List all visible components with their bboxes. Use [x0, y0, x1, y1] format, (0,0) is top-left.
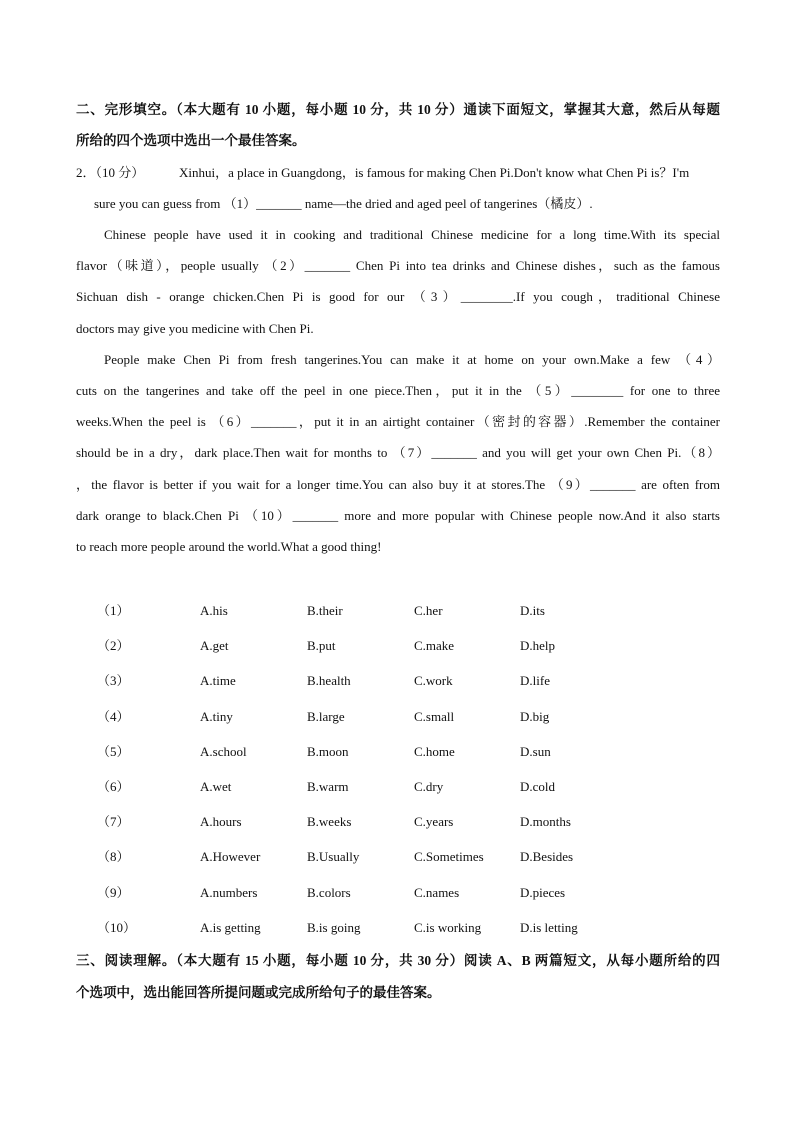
option-choice-d[interactable]: D.help: [520, 638, 556, 654]
passage-line-2: sure you can guess from （1）_______ name—the dried and aged peel of tangerines（橘皮）.: [94, 196, 593, 211]
passage-line-12: dark orange to black.Chen Pi （10）_______ more and more popular with Chinese people now.And it also starts: [76, 508, 720, 523]
passage-line-8: cuts on the tangerines and take off the peel in one piece.Then，put it in the （5）________ for one to three: [76, 383, 720, 398]
option-choice-a[interactable]: A.get: [200, 638, 229, 654]
option-choice-a[interactable]: A.hours: [200, 814, 242, 830]
option-choice-b[interactable]: B.Usually: [307, 849, 360, 865]
passage-line-4: flavor（味道），people usually （2）_______ Chen Pi into tea drinks and Chinese dishes，such as the famous: [76, 258, 720, 273]
option-choice-c[interactable]: C.Sometimes: [414, 849, 484, 865]
option-choice-a[interactable]: A.numbers: [200, 884, 258, 900]
option-choice-a[interactable]: A.However: [200, 849, 261, 865]
option-question-number: （4）: [97, 708, 130, 724]
option-choice-d[interactable]: D.cold: [520, 779, 556, 794]
option-choice-c[interactable]: C.make: [414, 638, 455, 654]
option-choice-d[interactable]: D.pieces: [520, 884, 566, 900]
option-choice-d[interactable]: D.sun: [520, 743, 551, 759]
passage-line-5: Sichuan dish - orange chicken.Chen Pi is good for our （3）________.If you cough，traditional Chinese: [76, 289, 720, 304]
option-choice-c[interactable]: C.work: [414, 673, 453, 689]
passage-line-6: doctors may give you medicine with Chen Pi.: [76, 321, 314, 336]
option-choice-c[interactable]: C.her: [414, 603, 443, 618]
passage-line-11: ，the flavor is better if you wait for a longer time.You can also buy it at stores.The （9）_______ are often from: [76, 477, 720, 492]
section2-heading-line2: 所给的四个选项中选出一个最佳答案。: [76, 133, 306, 148]
passage-line-10: should be in a dry，dark place.Then wait for months to （7）_______ and you will get your own Chen Pi.（8）: [76, 445, 720, 460]
section3-heading-line2: 个选项中，选出能回答所提问题或完成所给句子的最佳答案。: [76, 985, 441, 1000]
option-question-number: （6）: [97, 779, 130, 794]
option-choice-c[interactable]: C.is working: [414, 919, 482, 935]
option-choice-d[interactable]: D.life: [520, 673, 550, 689]
option-choice-c[interactable]: C.home: [414, 743, 455, 759]
option-choice-a[interactable]: A.school: [200, 743, 247, 759]
option-choice-d[interactable]: D.is letting: [520, 919, 578, 935]
option-choice-c[interactable]: C.years: [414, 814, 454, 830]
option-choice-d[interactable]: D.Besides: [520, 849, 574, 865]
option-question-number: （1）: [97, 603, 130, 618]
option-choice-b[interactable]: B.moon: [307, 743, 349, 759]
passage-line-13: to reach more people around the world.What a good thing!: [76, 539, 382, 554]
option-question-number: （5）: [97, 743, 130, 759]
question-first-line: [76, 165, 720, 181]
option-choice-b[interactable]: B.warm: [307, 779, 349, 794]
option-choice-b[interactable]: B.large: [307, 708, 345, 724]
option-question-number: （8）: [97, 849, 130, 865]
section2-heading-line1: 二、完形填空。（本大题有 10 小题，每小题 10 分，共 10 分）通读下面短文，掌握其大意，然后从每题: [76, 102, 720, 117]
option-question-number: （7）: [97, 814, 130, 830]
option-question-number: （3）: [97, 673, 130, 689]
option-choice-a[interactable]: A.wet: [200, 779, 232, 794]
option-choice-c[interactable]: C.names: [414, 884, 460, 900]
option-choice-c[interactable]: C.small: [414, 708, 455, 724]
option-choice-b[interactable]: B.put: [307, 638, 336, 654]
option-question-number: （2）: [97, 638, 130, 654]
option-question-number: （10）: [97, 919, 137, 935]
passage-line-9: weeks.When the peel is （6）_______，put it in an airtight container（密封的容器）.Remember the container: [76, 414, 720, 429]
option-choice-a[interactable]: A.time: [200, 673, 236, 689]
option-choice-b[interactable]: B.is going: [307, 919, 361, 935]
option-choice-c[interactable]: C.dry: [414, 779, 444, 794]
option-choice-b[interactable]: B.colors: [307, 884, 351, 900]
option-choice-b[interactable]: B.their: [307, 603, 343, 618]
option-choice-b[interactable]: B.weeks: [307, 814, 352, 830]
option-choice-d[interactable]: D.months: [520, 814, 571, 830]
option-question-number: （9）: [97, 884, 130, 900]
question-number: 2．（10 分）: [76, 165, 145, 180]
option-choice-b[interactable]: B.health: [307, 673, 351, 689]
option-choice-d[interactable]: D.its: [520, 603, 545, 618]
option-choice-a[interactable]: A.tiny: [200, 708, 233, 724]
option-choice-a[interactable]: A.is getting: [200, 919, 261, 935]
passage-line-7: People make Chen Pi from fresh tangerines.You can make it at home on your own.Make a few （4）: [104, 352, 720, 367]
option-choice-d[interactable]: D.big: [520, 708, 550, 724]
section3-heading-line1: 三、阅读理解。（本大题有 15 小题，每小题 10 分，共 30 分）阅读 A、B 两篇短文，从每小题所给的四: [76, 953, 720, 968]
passage-line-1: Xinhui，a place in Guangdong，is famous for making Chen Pi.Don't know what Chen Pi is？I'm: [179, 165, 690, 180]
passage-line-3: Chinese people have used it in cooking and traditional Chinese medicine for a long time.With its special: [104, 227, 720, 242]
option-choice-a[interactable]: A.his: [200, 603, 228, 618]
